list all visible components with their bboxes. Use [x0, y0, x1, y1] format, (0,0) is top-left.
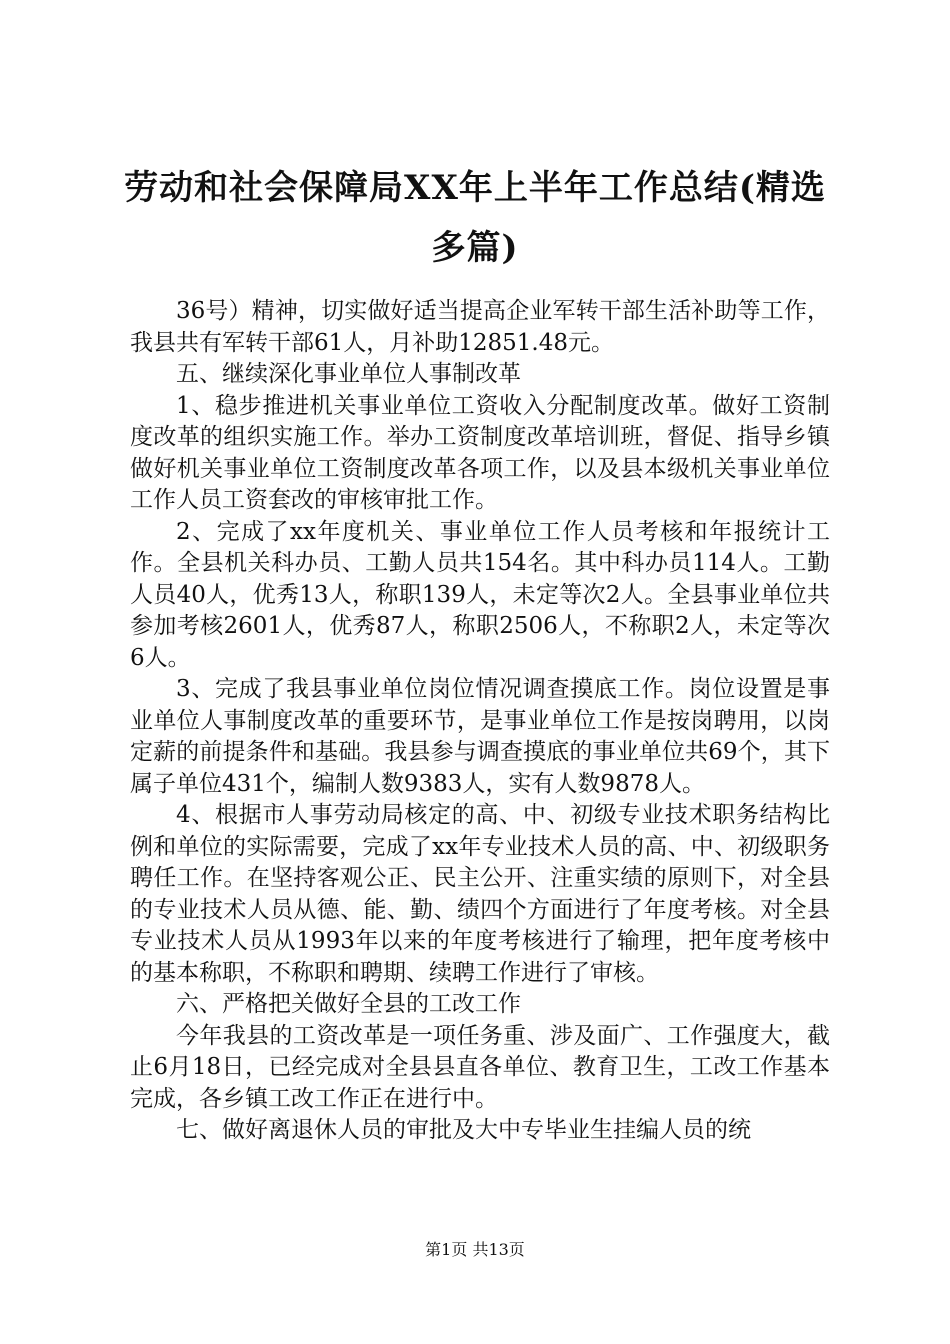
page-number: 第1页 共13页	[425, 1240, 525, 1259]
paragraph: 1、稳步推进机关事业单位工资收入分配制度改革。做好工资制度改革的组织实施工作。举办工资制度改革培训班，督促、指导乡镇做好机关事业单位工资制度改革各项工作，以及县本级机关事业单位工作人员工资套改的审核审批工作。	[130, 392, 830, 513]
paragraph: 2、完成了xx年度机关、事业单位工作人员考核和年报统计工作。全县机关科办员、工勤人员共154名。其中科办员114人。工勤人员40人，优秀13人，称职139人，未定等次2人。全县事业单位共参加考核2601人，优秀87人，称职2506人，不称职2人，未定等次6人。	[130, 518, 830, 671]
section-heading: 五、继续深化事业单位人事制改革	[176, 361, 521, 387]
section-heading: 六、严格把关做好全县的工改工作	[176, 991, 521, 1017]
paragraph: 3、完成了我县事业单位岗位情况调查摸底工作。岗位设置是事业单位人事制度改革的重要环节，是事业单位工作是按岗聘用，以岗定薪的前提条件和基础。我县参与调查摸底的事业单位共69个，其下属子单位431个，编制人数9383人，实有人数9878人。	[130, 676, 830, 797]
paragraph: 今年我县的工资改革是一项任务重、涉及面广、工作强度大，截止6月18日，已经完成对全县县直各单位、教育卫生，工改工作基本完成，各乡镇工改工作正在进行中。	[130, 1022, 830, 1112]
paragraph: 4、根据市人事劳动局核定的高、中、初级专业技术职务结构比例和单位的实际需要，完成了xx年专业技术人员的高、中、初级职务聘任工作。在坚持客观公正、民主公开、注重实绩的原则下，对全县的专业技术人员从德、能、勤、绩四个方面进行了年度考核。对全县专业技术人员从1993年以来的年度考核进行了输理，把年度考核中的基本称职，不称职和聘期、续聘工作进行了审核。	[130, 802, 830, 986]
document-body	[130, 296, 830, 1147]
paragraph: 36号）精神，切实做好适当提高企业军转干部生活补助等工作，我县共有军转干部61人，月补助12851.48元。	[130, 298, 830, 356]
document-title: 劳动和社会保障局XX年上半年工作总结(精选多篇)	[124, 168, 826, 268]
section-heading: 七、做好离退休人员的审批及大中专毕业生挂编人员的统	[176, 1117, 751, 1143]
